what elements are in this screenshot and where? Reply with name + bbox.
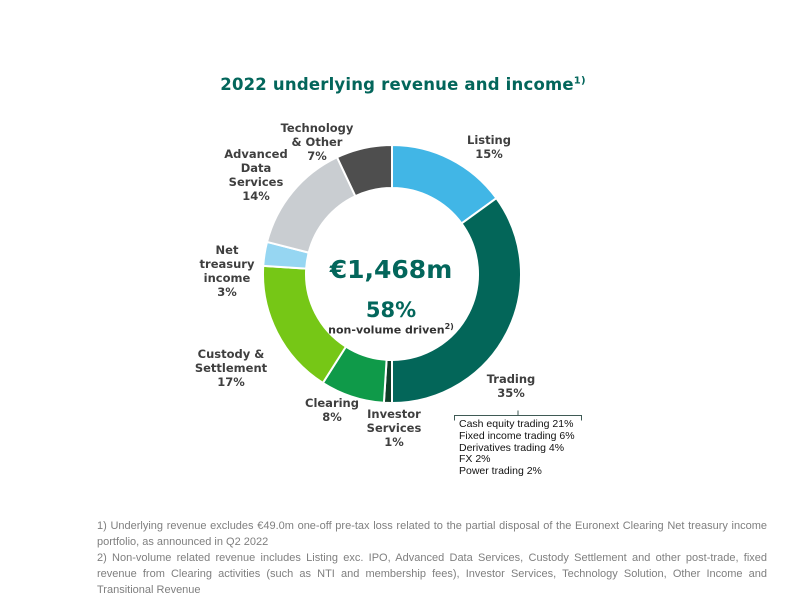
text-line: Technology [280,121,354,135]
text-line: Trading [486,372,536,386]
text-line: Investor [367,407,421,421]
non-volume-caption [291,321,491,337]
segment-label-net-treasury-income [172,243,282,299]
text-line: Derivatives trading 4% [459,441,565,454]
chart-title-footnote-ref: 1) [573,75,586,87]
text-line: Fixed income trading 6% [459,429,575,442]
text-line: Cash equity trading 21% [459,418,574,430]
text-line: 3% [217,285,237,299]
text-line: Net [215,243,239,257]
text-line: treasury [199,257,255,271]
chart-title-text: 2022 underlying revenue and income [220,75,574,94]
footnote-2: 2) Non-volume related revenue includes Listing exc. IPO, Advanced Data Services, Custody Settlement and other post-trade, fixed revenue from Clearing activities (such as NTI and membership fees), Investor Services, Technology Solution, Other Income and Transitional Revenue [97,552,767,596]
text-line: Custody & [197,347,265,361]
text-line: Services [228,175,284,189]
segment-label-custody-settlement [176,347,286,389]
text-line: Clearing [305,396,359,410]
non-volume-caption-text: non-volume driven [328,323,445,337]
text-line: 14% [242,189,270,203]
text-line: Settlement [194,361,268,375]
segment-label-trading [456,372,566,400]
text-line: 17% [217,375,245,389]
segment-label-listing [434,133,544,161]
text-line: income [203,271,251,285]
trading-breakdown-box [459,419,589,478]
text-line: Data [240,161,272,175]
segment-label-clearing [277,396,387,424]
text-line: Listing [467,133,511,147]
footnote-1: 1) Underlying revenue excludes €49.0m one-off pre-tax loss related to the partial disposal of the Euronext Clearing Net treasury income portfolio, as announced in Q2 2022 [97,520,767,548]
text-line: 7% [307,149,327,163]
text-line: & Other [291,135,343,149]
text-line: Power trading 2% [459,465,542,478]
total-revenue-value: €1,468m [329,255,453,284]
text-line: 35% [497,386,525,400]
segment-label-technology-other [262,121,372,163]
footnotes [97,518,767,598]
text-line: FX 2% [459,453,491,466]
text-line: 15% [475,147,503,161]
non-volume-percentage: 58% [365,298,417,322]
donut-center-block [291,256,491,337]
text-line: 8% [322,410,342,424]
chart-title [0,75,806,94]
text-line: Services [366,421,422,435]
text-line: Advanced [224,147,288,161]
non-volume-footnote-ref: 2) [444,322,454,331]
text-line: 1% [384,435,404,449]
